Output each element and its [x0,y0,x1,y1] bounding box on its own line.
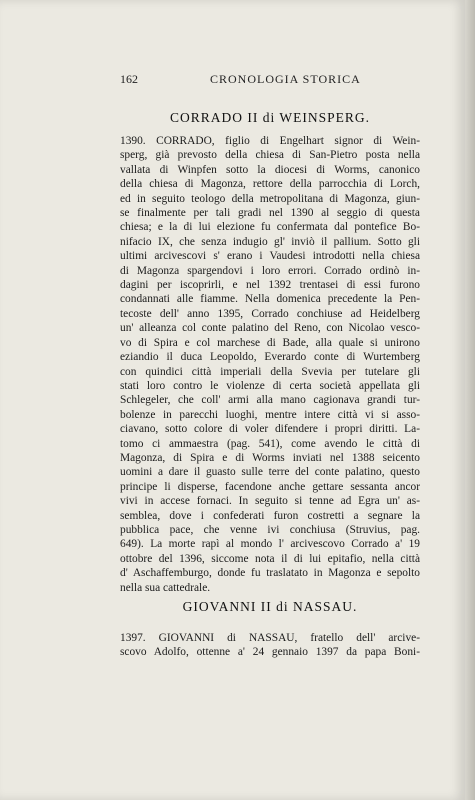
running-title: CRONOLOGIA STORICA [210,72,361,86]
text-line: della chiesa di Magonza, rettore della parrocchia di Lorch, [120,178,420,191]
text-line: eziandio il duca Leopoldo, Everardo conte di Wurtemberg [120,351,420,364]
text-line: 1390. CORRADO, figlio di Engelhart signor di Wein- [120,135,420,147]
text-line: se finalmente per tali gradi nel 1390 al seggio di questa [120,207,420,220]
text-line: chiesa; e la di lui elezione fu confermata dal pontefice Bo- [120,221,420,234]
text-line: ciavano, sotto colore di voler difendere i propri diritti. La- [120,423,420,436]
text-line: bolenze in parecchi luoghi, mentre intere città vi si asso- [120,408,420,421]
page-number: 162 [120,72,138,86]
text-line: ottobre del 1396, siccome nota il di lui epitafio, nella città [120,552,420,565]
text-line: vivi in accese fornaci. In seguito si tenne ad Egra un' as- [120,495,420,508]
text-line: ultimi arcivescovi s' erano i Vaudesi introdotti nella chiesa [120,250,420,263]
section-heading: CORRADO II di WEINSPERG. [169,110,370,125]
text-line: con quindici città imperiali della Svevia per tutelare gli [120,365,420,378]
text-line: uomini a dare il guasto sulle terre del conte palatino, questo [120,466,420,479]
text-line: di Magonza spargendovi i loro errori. Corrado ordinò in- [120,264,420,277]
text-line: Schlegeler, che coll' armi alla mano cagionava grandi tur- [120,394,420,407]
text-line: 1397. GIOVANNI di NASSAU, fratello dell' arcive- [120,632,420,644]
section-heading: GIOVANNI II di NASSAU. [182,599,358,614]
section-body [120,134,420,595]
text-line: stati loro contro le violenze di certa società appellata gli [120,379,420,392]
text-line: dagini per iscoprirli, e nel 1392 trentasei di essi furono [120,279,420,292]
page-edge [465,0,475,800]
text-line: nella sua cattedrale. [120,581,211,594]
text-line: condannati alle fiamme. Nella domenica precedente la Pen- [120,293,420,306]
text-line: sperg, già prevosto della chiesa di San-Pietro posta nella [120,149,420,162]
text-line: 649). La morte rapì al mondo l' arcivescovo Corrado a' 19 [120,538,420,551]
text-line: principe li disperse, facendone anche gettare sessanta ancor [120,480,420,493]
text-line: tomo ci ammaestra (pag. 541), come avendo le città di [120,437,420,450]
text-line: nifacio IX, che senza indugio gl' inviò il pallium. Sotto gli [120,235,420,248]
text-line: d' Aschaffemburgo, donde fu traslatato in Magonza e sepolto [120,567,420,580]
text-line: un' alleanza col conte palatino del Reno, con Nicolao vesco- [120,322,420,335]
section-body [120,631,420,660]
text-line: pubblica pace, che venne ivi conchiusa (Struvius, pag. [120,523,420,536]
text-line: scovo Adolfo, ottenne a' 24 gennaio 1397 da papa Boni- [120,646,420,659]
text-line: vallata di Winpfen sotto la diocesi di Worms, canonico [120,163,420,176]
text-line: semblea, dove i confederati furon costretti a segnare la [120,509,420,522]
text-line: vo di Spira e col marchese di Bade, alla quale si unirono [120,336,420,349]
text-line: Magonza, di Spira e di Worms inviati nel 1388 seicento [120,451,420,464]
text-line: ed in seguito teologo della metropolitana di Magonza, giun- [120,192,420,205]
text-line: tecoste dell' anno 1395, Corrado conchiuse ad Heidelberg [120,307,420,320]
